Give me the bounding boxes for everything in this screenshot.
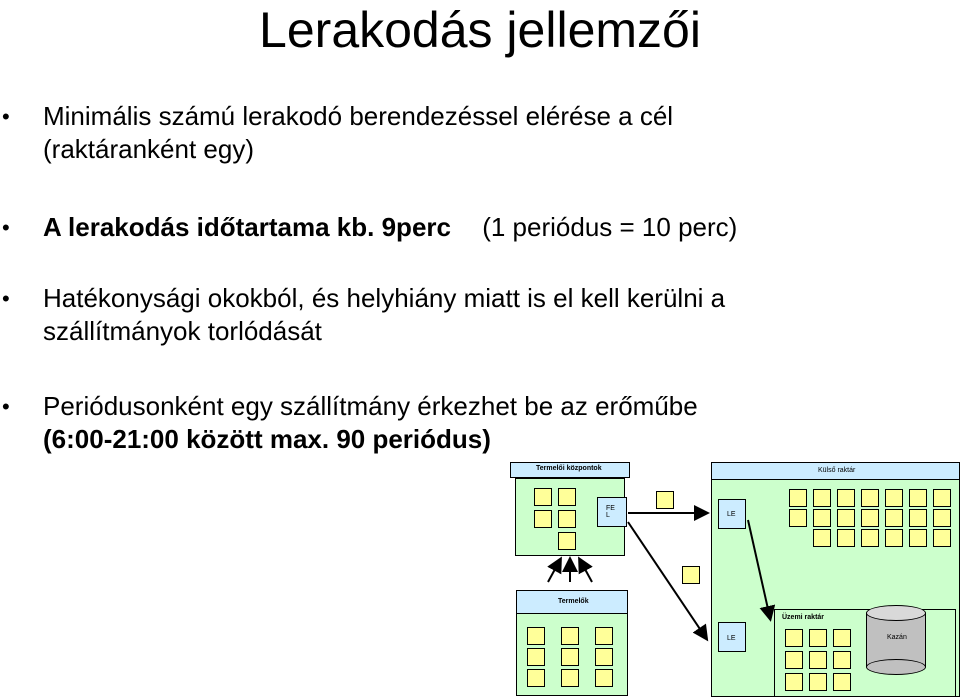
cargo-square bbox=[837, 529, 855, 547]
cargo-square bbox=[809, 629, 827, 647]
le-label-1: LE bbox=[727, 511, 736, 518]
bullet-4-line-1: Periódusonként egy szállítmány érkezhet be az erőműbe bbox=[43, 391, 698, 421]
cargo-square bbox=[809, 651, 827, 669]
cargo-square bbox=[813, 509, 831, 527]
bullet-3-line-1: Hatékonysági okokból, és helyhiány miatt is el kell kerülni a bbox=[43, 283, 726, 313]
termeloi-kozpontok-label: Termelői központok bbox=[536, 465, 602, 472]
cargo-square bbox=[837, 489, 855, 507]
bullet-dot: • bbox=[2, 394, 10, 419]
cargo-square bbox=[561, 648, 579, 666]
bullet-3-line-2: szállítmányok torlódását bbox=[43, 316, 322, 346]
cargo-square bbox=[785, 629, 803, 647]
cargo-square bbox=[785, 673, 803, 691]
cargo-square bbox=[561, 627, 579, 645]
cargo-square bbox=[933, 529, 951, 547]
cargo-square bbox=[861, 489, 879, 507]
cargo-square bbox=[682, 566, 700, 584]
cargo-square bbox=[558, 488, 576, 506]
cargo-square bbox=[833, 651, 851, 669]
cargo-square bbox=[909, 489, 927, 507]
fel-label: FE L bbox=[606, 505, 615, 519]
cargo-square bbox=[833, 629, 851, 647]
cargo-square bbox=[933, 489, 951, 507]
cargo-square bbox=[789, 509, 807, 527]
cargo-square bbox=[789, 489, 807, 507]
cargo-square bbox=[885, 509, 903, 527]
le-label-2: LE bbox=[727, 635, 736, 642]
cargo-square bbox=[909, 509, 927, 527]
cargo-square bbox=[558, 532, 576, 550]
cargo-square bbox=[595, 627, 613, 645]
cargo-square bbox=[837, 509, 855, 527]
cargo-square bbox=[527, 627, 545, 645]
bullet-4-line-2: (6:00-21:00 között max. 90 periódus) bbox=[43, 424, 491, 454]
cargo-square bbox=[813, 529, 831, 547]
cargo-square bbox=[909, 529, 927, 547]
bullet-1-line-2: (raktáranként egy) bbox=[43, 134, 254, 164]
cargo-square bbox=[809, 673, 827, 691]
bullet-dot: • bbox=[2, 104, 10, 129]
termelok-label: Termelők bbox=[558, 598, 589, 605]
cargo-square bbox=[885, 489, 903, 507]
cargo-square bbox=[534, 510, 552, 528]
cargo-square bbox=[785, 651, 803, 669]
cargo-square bbox=[595, 648, 613, 666]
cargo-square bbox=[561, 669, 579, 687]
bullet-dot: • bbox=[2, 286, 10, 311]
cargo-square bbox=[656, 491, 674, 509]
page-title: Lerakodás jellemzői bbox=[259, 2, 701, 58]
bullet-2-normal: (1 periódus = 10 perc) bbox=[482, 212, 738, 242]
kazan-label: Kazán bbox=[887, 634, 907, 641]
cargo-square bbox=[558, 510, 576, 528]
cargo-square bbox=[833, 673, 851, 691]
cargo-square bbox=[885, 529, 903, 547]
cargo-square bbox=[534, 488, 552, 506]
bullet-dot: • bbox=[2, 215, 10, 240]
cargo-square bbox=[527, 669, 545, 687]
cargo-square bbox=[861, 509, 879, 527]
cargo-square bbox=[527, 648, 545, 666]
uzemi-raktar-label: Üzemi raktár bbox=[782, 614, 825, 621]
bullet-1-line-1: Minimális számú lerakodó berendezéssel elérése a cél bbox=[43, 101, 674, 131]
bullet-2-bold: A lerakodás időtartama kb. 9perc bbox=[43, 212, 451, 242]
cargo-square bbox=[933, 509, 951, 527]
cargo-square bbox=[813, 489, 831, 507]
cargo-square bbox=[595, 669, 613, 687]
cargo-square bbox=[861, 529, 879, 547]
kulso-raktar-label: Külső raktár bbox=[818, 467, 856, 474]
